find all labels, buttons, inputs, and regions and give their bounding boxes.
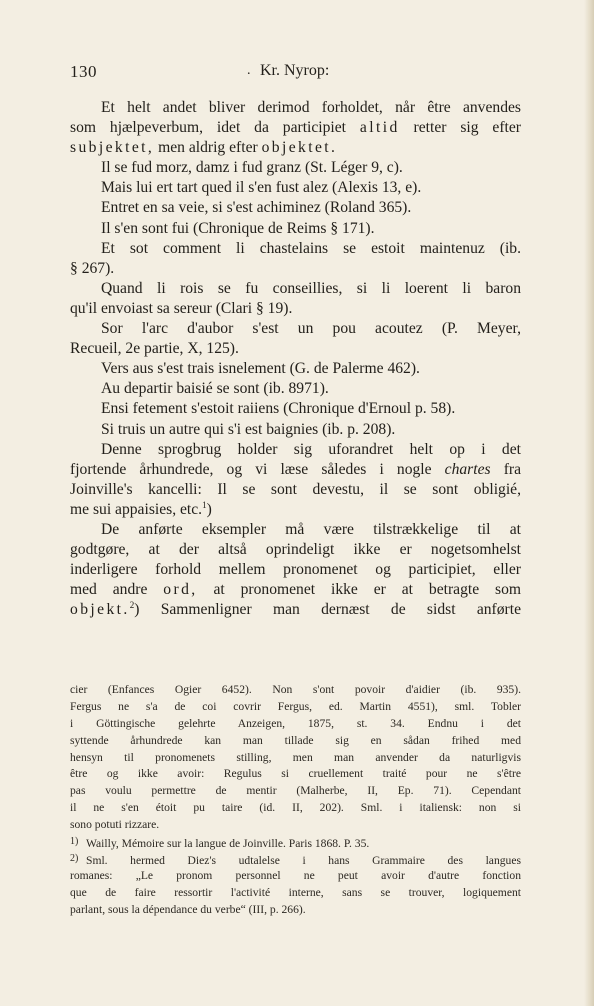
example-line: Mais lui ert tart qued il s'en fust alez (Alexis 13, e). xyxy=(101,179,422,197)
footnote-marker: 1) xyxy=(70,836,79,848)
example-line: Quand li rois se fu conseillies, si li loerent li baron xyxy=(101,279,521,297)
footnote-line: cier (Enfances Ogier 6452). Non s'ont povoir d'aidier (ib. 935). xyxy=(70,683,521,696)
footnote-line: i Göttingische gelehrte Anzeigen, 1875, st. 34. Endnu i det xyxy=(70,716,521,730)
footnote-line: être og ikke avoir: Regulus si cruellement traité pour ne s'être xyxy=(70,767,521,781)
footnote-1: 1) Wailly, Mémoire sur la langue de Joinville. Paris 1868. P. 35. xyxy=(70,836,370,851)
example-line: qu'il envoiast sa sereur (Clari § 19). xyxy=(70,299,293,317)
footnote-line: Fergus ne s'a de coi covrir Fergus, ed. Martin 4551), sml. Tobler xyxy=(70,699,521,713)
footnote-ref: 1 xyxy=(202,499,207,510)
example-line: Il s'en sont fui (Chronique de Reims § 171). xyxy=(101,219,375,237)
emphasis-spaced: objektet. xyxy=(261,139,338,157)
emphasis-italic: chartes xyxy=(444,460,491,478)
example-line: Et sot comment li chastelains se estoit maintenuz (ib. xyxy=(101,239,521,257)
text-line: fjortende århundrede, og vi læse således i nogle chartes fra xyxy=(70,460,521,478)
text-line: objekt.$^2$) Sammenligner man dernæst de sidst anførte xyxy=(70,600,521,619)
footnote-line: pas voulu permettre de mentir (Malherbe, II, Ep. 71). Cependant xyxy=(70,784,521,798)
text-line: Denne sprogbrug holder sig uforandret helt op i det xyxy=(101,440,521,458)
running-head: Kr. Nyrop: xyxy=(260,62,330,79)
text-line: som hjælpeverbum, idet da participiet altid retter sig efter xyxy=(70,119,521,137)
example-line: Vers aus s'est trais isnelement (G. de Palerme 462). xyxy=(101,360,420,378)
emphasis-spaced: objekt. xyxy=(70,601,130,619)
footnote-ref: 2 xyxy=(129,600,135,611)
footnote-line: romanes: „Le pronom personnel ne peut avoir d'autre fonction xyxy=(70,868,521,882)
text-line: med andre ord, at pronomenet ikke er at betragte som xyxy=(70,581,521,599)
text-line: Joinville's kancelli: Il se sont devestu, il se sont obligié, xyxy=(70,480,521,498)
footnote-line: il ne s'en étoit pu taire (id. II, 202). Sml. i italiensk: non si xyxy=(70,801,521,815)
emphasis-spaced: subjektet, xyxy=(70,139,155,157)
footnote-2: 2) Sml. hermed Diez's udtalelse i hans Grammaire des langues xyxy=(70,852,521,867)
example-line: Si truis un autre qui s'i est baignies (ib. p. 208). xyxy=(101,420,396,438)
emphasis-spaced: ord, xyxy=(163,581,198,599)
page-header xyxy=(70,62,530,84)
footnote-marker: 2) xyxy=(70,852,79,864)
footnote-line: hensyn til pronomenets stilling, men man anvender da naturligvis xyxy=(70,750,521,764)
footnote-line: que de faire ressortir l'activité interne, sans se trouver, logiquement xyxy=(70,885,521,899)
page-edge xyxy=(584,0,594,1006)
text-line: godtgøre, at der altså oprindeligt ikke er nogetsomhelst xyxy=(70,541,521,559)
text-line: subjektet, men aldrig efter objektet. xyxy=(70,139,338,157)
example-line: Entret en sa veie, si s'est achiminez (Roland 365). xyxy=(101,199,412,217)
text-line: inderligere forhold mellem pronomenet og participiet, eller xyxy=(70,561,521,579)
text-line: me sui appaisies, etc.$^1$) xyxy=(70,499,212,518)
footnote-line: parlant, sous la dépendance du verbe“ (III, p. 266). xyxy=(70,902,306,916)
page-number: 130 xyxy=(70,62,97,81)
main-text xyxy=(70,98,521,620)
example-line: § 267). xyxy=(70,259,115,277)
example-line: Ensi fetement s'estoit raiiens (Chronique d'Ernoul p. 58). xyxy=(101,400,456,418)
footnote-line: sono potuti rizzare. xyxy=(70,818,160,832)
text-line: Et helt andet bliver derimod forholdet, når être anvendes xyxy=(101,99,521,116)
example-line: Sor l'arc d'aubor s'est un pou acoutez (P. Meyer, xyxy=(101,320,521,338)
example-line: Au departir baisié se sont (ib. 8971). xyxy=(101,380,329,398)
example-line: Recueil, 2e partie, X, 125). xyxy=(70,340,239,358)
example-line: Il se fud morz, damz i fud granz (St. Léger 9, c). xyxy=(101,159,403,177)
emphasis-spaced: altid xyxy=(359,119,400,137)
footnotes xyxy=(70,682,521,918)
footnote-line: syttende århundrede kan man tillade sig en sådan frihed med xyxy=(70,733,521,747)
header-dot: . xyxy=(247,63,251,78)
text-line: De anførte eksempler må være tilstrækkelige til at xyxy=(101,520,521,538)
